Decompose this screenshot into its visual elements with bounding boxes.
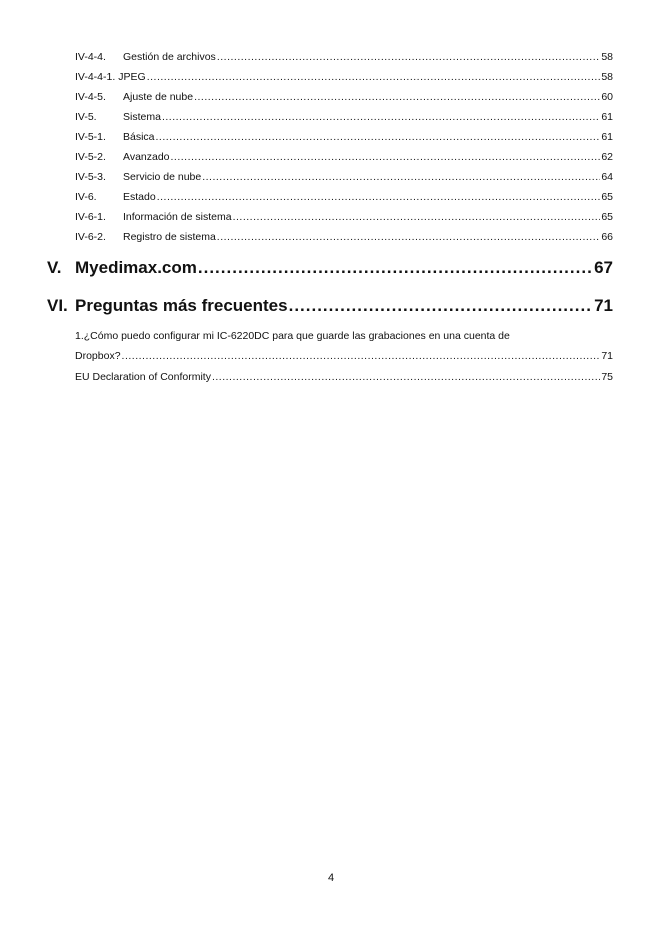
dot-leader — [289, 296, 593, 316]
entry-title: Avanzado — [123, 151, 170, 163]
page-number: 4 — [327, 872, 335, 884]
dot-leader — [147, 71, 601, 83]
dot-leader — [157, 191, 601, 203]
toc-section[interactable] — [47, 292, 613, 320]
toc-entry[interactable] — [75, 207, 613, 227]
dot-leader — [198, 258, 593, 278]
dot-leader — [171, 151, 601, 163]
dot-leader — [122, 350, 601, 362]
toc-entry[interactable] — [75, 227, 613, 247]
toc-entry[interactable] — [75, 147, 613, 167]
entry-title: Gestión de archivos — [123, 51, 216, 63]
entry-title: EU Declaration of Conformity — [75, 371, 211, 383]
entry-number: IV-6-1. — [75, 211, 106, 223]
entry-page: 61 — [601, 111, 613, 123]
entry-number: IV-4-5. — [75, 91, 106, 103]
entry-number: IV-4-4-1. — [75, 71, 116, 83]
eu-entry[interactable] — [75, 367, 613, 387]
toc-entry[interactable] — [75, 107, 613, 127]
dot-leader — [162, 111, 600, 123]
section-title: Myedimax.com — [75, 258, 197, 277]
entry-title: Ajuste de nube — [123, 91, 194, 103]
entry-title: Dropbox? — [75, 350, 121, 362]
entry-page: 58 — [601, 71, 613, 83]
dot-leader — [217, 51, 601, 63]
section-title: Preguntas más frecuentes — [75, 296, 288, 315]
entry-number: IV-5. — [75, 111, 97, 123]
toc-entry[interactable] — [75, 167, 613, 187]
entry-number: IV-6-2. — [75, 231, 106, 243]
dot-leader — [217, 231, 601, 243]
entry-page: 58 — [601, 51, 613, 63]
dot-leader — [156, 131, 601, 143]
entry-title: Estado — [123, 191, 156, 203]
entry-number: IV-5-1. — [75, 131, 106, 143]
entry-title: Básica — [123, 131, 155, 143]
entry-title: Información de sistema — [123, 211, 232, 223]
entry-number: IV-5-2. — [75, 151, 106, 163]
dot-leader — [202, 171, 600, 183]
dot-leader — [194, 91, 600, 103]
section-number: V. — [47, 258, 62, 277]
toc-entry[interactable] — [75, 87, 613, 107]
entry-number: IV-4-4. — [75, 51, 106, 63]
entry-page: 61 — [601, 131, 613, 143]
entry-title: Registro de sistema — [123, 231, 216, 243]
entry-page: 71 — [601, 350, 613, 362]
toc-entry[interactable] — [75, 67, 613, 87]
entry-page: 64 — [601, 171, 613, 183]
entry-page: 66 — [601, 231, 613, 243]
entry-number: IV-6. — [75, 191, 97, 203]
entry-number: IV-5-3. — [75, 171, 106, 183]
toc-section[interactable] — [47, 254, 613, 282]
section-page: 71 — [594, 296, 613, 315]
toc-entry[interactable] — [75, 127, 613, 147]
entry-title: Sistema — [123, 111, 161, 123]
section-number: VI. — [47, 296, 68, 315]
entry-page: 65 — [601, 191, 613, 203]
entry-title: Servicio de nube — [123, 171, 202, 183]
dot-leader — [212, 371, 600, 383]
entry-page: 62 — [601, 151, 613, 163]
entry-page: 60 — [601, 91, 613, 103]
entry-page: 75 — [601, 371, 613, 383]
faq-entry-line2[interactable] — [75, 346, 613, 366]
faq-entry-line1[interactable]: 1.¿Cómo puedo configurar mi IC-6220DC para que guarde las grabaciones en una cuenta de — [75, 330, 510, 342]
entry-title: JPEG — [118, 71, 146, 83]
entry-page: 65 — [601, 211, 613, 223]
section-page: 67 — [594, 258, 613, 277]
dot-leader — [233, 211, 601, 223]
toc-entry[interactable] — [75, 187, 613, 207]
toc-entry[interactable] — [75, 47, 613, 67]
